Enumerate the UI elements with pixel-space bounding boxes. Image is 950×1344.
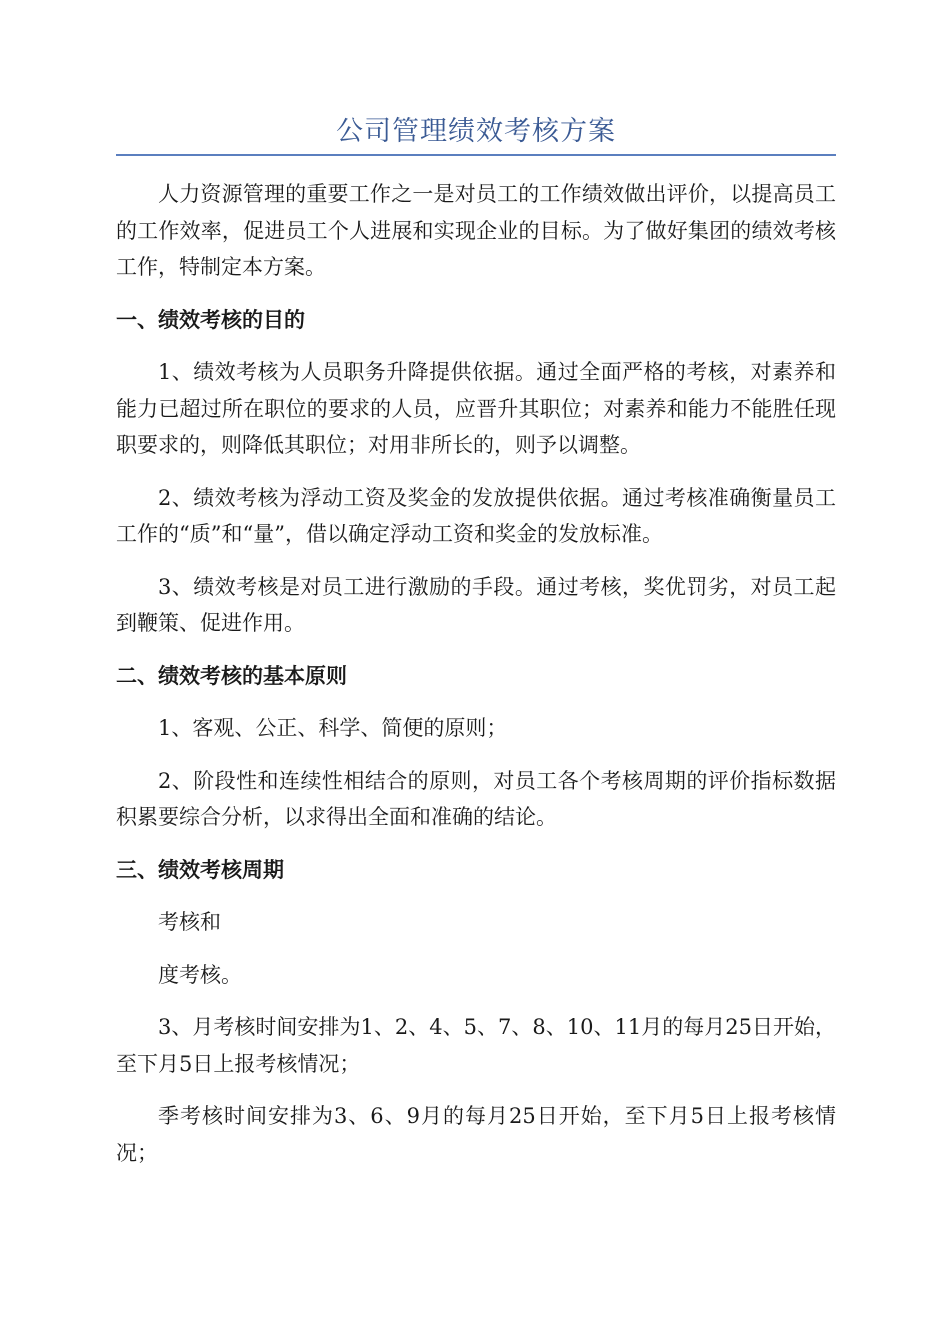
cycle-item-quarterly: 季考核时间安排为3、6、9月的每月25日开始，至下月5日上报考核情况； — [116, 1104, 836, 1165]
section-heading-principles: 二、绩效考核的基本原则 — [116, 663, 347, 688]
cycle-fragment-1: 考核和 — [158, 910, 221, 934]
principle-item-2: 2、阶段性和连续性相结合的原则，对员工各个考核周期的评价指标数据积累要综合分析，以求得出全面和准确的结论。 — [116, 768, 836, 829]
document-page — [116, 0, 836, 1344]
title-underline — [116, 154, 836, 156]
intro-paragraph: 人力资源管理的重要工作之一是对员工的工作绩效做出评价，以提高员工的工作效率，促进员工个人进展和实现企业的目标。为了做好集团的绩效考核工作，特制定本方案。 — [116, 182, 836, 279]
cycle-item-monthly: 3、月考核时间安排为1、2、4、5、7、8、10、11月的每月25日开始，至下月5日上报考核情况； — [116, 1015, 836, 1076]
document-title: 公司管理绩效考核方案 — [336, 116, 616, 147]
section-heading-cycle: 三、绩效考核周期 — [116, 857, 284, 882]
cycle-fragment-2: 度考核。 — [158, 962, 242, 987]
document-body — [116, 176, 836, 1187]
principle-item-1: 1、客观、公正、科学、简便的原则； — [158, 716, 508, 740]
purpose-item-2: 2、绩效考核为浮动工资及奖金的发放提供依据。通过考核准确衡量员工工作的“质”和“量”，借以确定浮动工资和奖金的发放标准。 — [116, 485, 836, 546]
purpose-item-1: 1、绩效考核为人员职务升降提供依据。通过全面严格的考核，对素养和能力已超过所在职位的要求的人员，应晋升其职位；对素养和能力不能胜任现职要求的，则降低其职位；对用非所长的，则予以调整。 — [116, 360, 836, 457]
section-heading-purpose: 一、绩效考核的目的 — [116, 307, 305, 332]
purpose-item-3: 3、绩效考核是对员工进行激励的手段。通过考核，奖优罚劣，对员工起到鞭策、促进作用。 — [116, 574, 836, 635]
